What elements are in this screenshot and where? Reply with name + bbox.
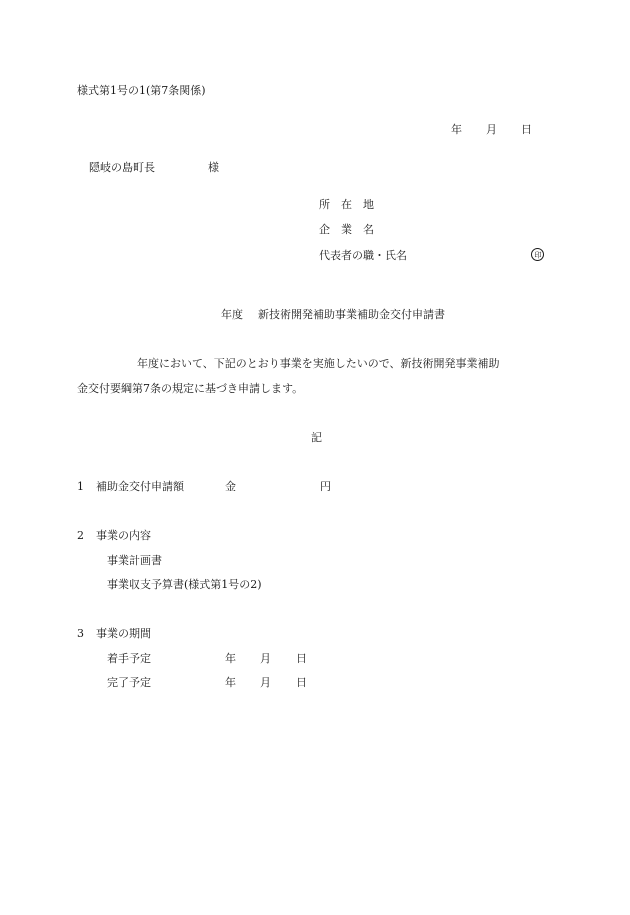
seal-mark	[531, 248, 544, 261]
seal-mark-text: 印	[533, 251, 542, 260]
date-month-label: 月	[486, 123, 497, 136]
body-line-1: 年度において、下記のとおり事業を実施したいので、新技術開発事業補助	[137, 357, 500, 370]
item-3-number: 3	[77, 627, 84, 640]
item-1-currency-unit: 円	[320, 480, 331, 493]
item-2-sub-2: 事業収支予算書(様式第1号の2)	[107, 578, 262, 591]
start-date-month: 月	[260, 652, 271, 665]
item-2-label: 事業の内容	[96, 529, 151, 542]
start-date-label: 着手予定	[107, 652, 151, 665]
start-date-day: 日	[296, 652, 307, 665]
item-1-currency-prefix: 金	[225, 480, 236, 493]
end-date-day: 日	[296, 676, 307, 689]
representative-label: 代表者の職・氏名	[319, 249, 407, 262]
end-date-month: 月	[260, 676, 271, 689]
company-name-label: 企 業 名	[319, 223, 374, 236]
end-date-label: 完了予定	[107, 676, 151, 689]
form-number: 様式第1号の1(第7条関係)	[77, 84, 206, 97]
document-title: 新技術開発補助事業補助金交付申請書	[258, 308, 445, 321]
addressee-name: 隠岐の島町長	[89, 161, 155, 174]
title-year-label: 年度	[221, 308, 243, 321]
item-2-number: 2	[77, 529, 84, 542]
item-1-label: 補助金交付申請額	[96, 480, 184, 493]
item-1-number: 1	[77, 480, 84, 493]
body-line-2: 金交付要綱第7条の規定に基づき申請します。	[77, 382, 304, 395]
ki-heading: 記	[311, 431, 322, 444]
item-3-label: 事業の期間	[96, 627, 151, 640]
date-day-label: 日	[521, 123, 532, 136]
addressee-honorific: 様	[208, 161, 219, 174]
address-label: 所 在 地	[319, 198, 374, 211]
end-date-year: 年	[225, 676, 236, 689]
date-year-label: 年	[451, 123, 462, 136]
item-2-sub-1: 事業計画書	[107, 554, 162, 567]
start-date-year: 年	[225, 652, 236, 665]
